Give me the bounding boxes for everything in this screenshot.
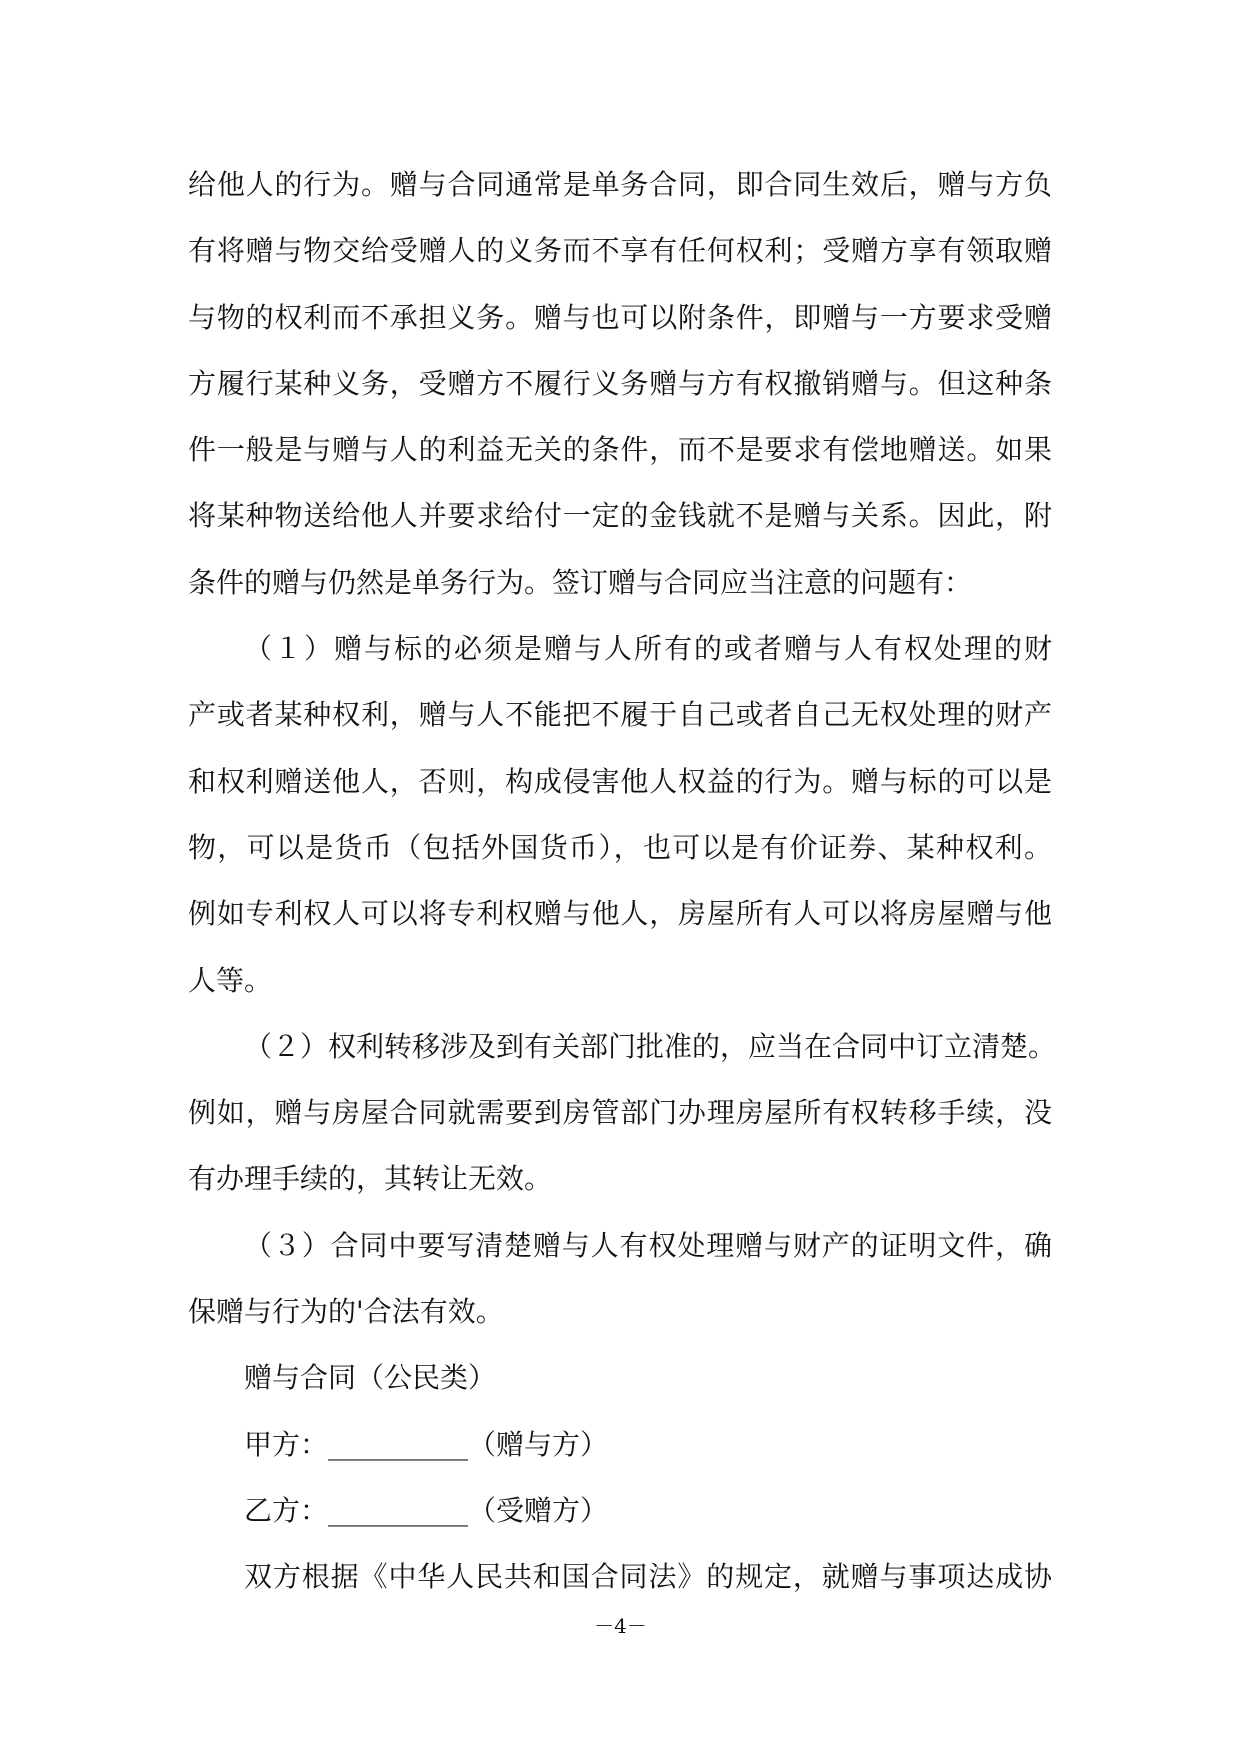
body-line: 双方根据《中华人民共和国合同法》的规定，就赠与事项达成协 [244, 1560, 1052, 1594]
body-line: 将某种物送给他人并要求给付一定的金钱就不是赠与关系。因此，附 [188, 499, 1052, 533]
body-line: 件一般是与赠与人的利益无关的条件，而不是要求有偿地赠送。如果 [188, 433, 1052, 467]
body-line: （１）赠与标的必须是赠与人所有的或者赠与人有权处理的财 [244, 632, 1052, 666]
body-line: 人等。 [188, 963, 273, 997]
body-line: 产或者某种权利，赠与人不能把不履于自己或者自己无权处理的财产 [188, 698, 1052, 732]
body-line: （３）合同中要写清楚赠与人有权处理赠与财产的证明文件，确 [244, 1228, 1052, 1262]
body-line: 条件的赠与仍然是单务行为。签订赠与合同应当注意的问题有： [188, 565, 973, 599]
body-line: 有将赠与物交给受赠人的义务而不享有任何权利；受赠方享有领取赠 [188, 234, 1052, 268]
body-line: 有办理手续的，其转让无效。 [188, 1162, 553, 1196]
body-line: 保赠与行为的'合法有效。 [188, 1295, 504, 1329]
page-number: －4－ [594, 1614, 647, 1638]
body-line: 和权利赠送他人，否则，构成侵害他人权益的行为。赠与标的可以是 [188, 764, 1052, 798]
contract-title: 赠与合同（公民类） [244, 1361, 497, 1395]
body-line: （２）权利转移涉及到有关部门批准的，应当在合同中订立清楚。 [244, 1029, 1057, 1063]
body-line: 例如，赠与房屋合同就需要到房管部门办理房屋所有权转移手续，没 [188, 1096, 1052, 1130]
body-line: 方履行某种义务，受赠方不履行义务赠与方有权撤销赠与。但这种条 [188, 366, 1052, 400]
party-a-line: 甲方：__________（赠与方） [244, 1427, 609, 1461]
body-line: 给他人的行为。赠与合同通常是单务合同，即合同生效后，赠与方负 [188, 168, 1052, 201]
body-line: 例如专利权人可以将专利权赠与他人，房屋所有人可以将房屋赠与他 [188, 897, 1052, 931]
body-line: 物，可以是货币（包括外国货币），也可以是有价证券、某种权利。 [188, 830, 1052, 864]
party-b-line: 乙方：__________（受赠方） [244, 1493, 609, 1527]
body-line: 与物的权利而不承担义务。赠与也可以附条件，即赠与一方要求受赠 [188, 300, 1052, 334]
document-body [188, 152, 1057, 1611]
